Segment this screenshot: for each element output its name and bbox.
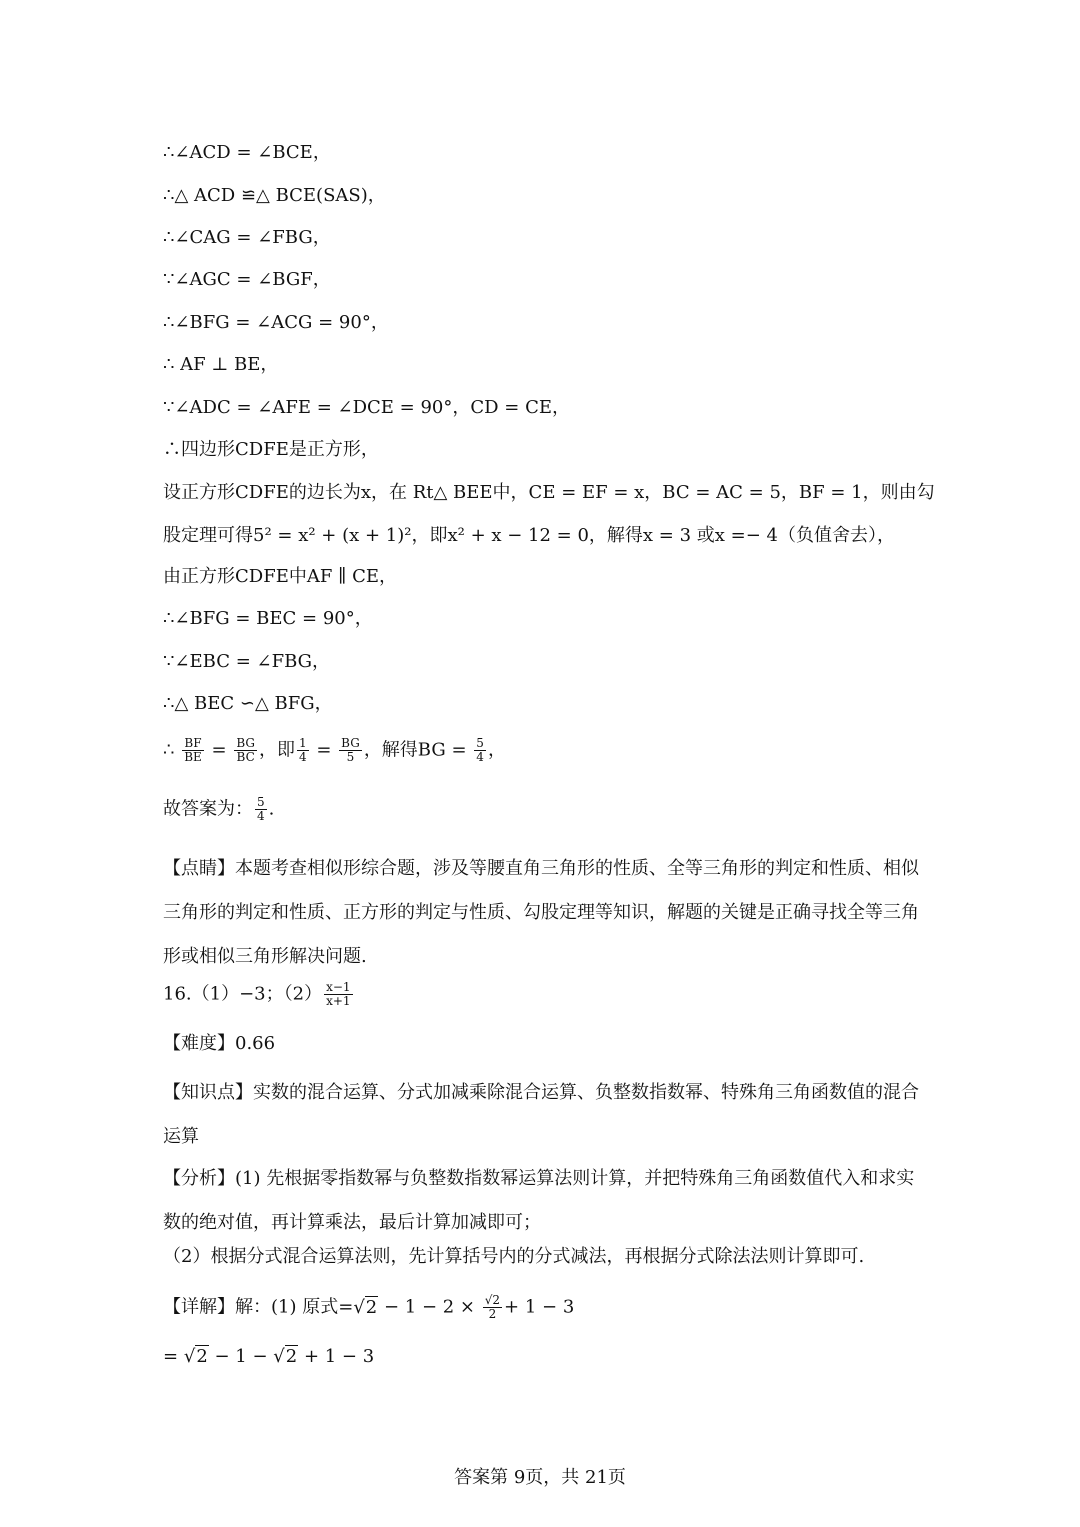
proof-line-5: ∴∠BFG = ∠ACG = 90°， (163, 312, 389, 333)
fraction-denominator: BC (236, 750, 255, 764)
proof-line-7: ∵∠ADC = ∠AFE = ∠DCE = 90°，CD = CE， (163, 397, 570, 418)
comment-paragraph: 【点睛】本题考查相似形综合题，涉及等腰直角三角形的性质、全等三角形的判定和性质、相似三角形的判定和性质、正方形的判定与性质、勾股定理等知识，解题的关键是正确寻找全等三角形或相似三角形解决问题. (163, 858, 919, 967)
fraction-one-quarter (297, 737, 309, 764)
proof-line-4: ∵∠AGC = ∠BGF， (163, 269, 331, 290)
answer-line (163, 796, 274, 823)
sqrt-symbol: √2 (353, 1296, 378, 1318)
fraction-five-quarters (474, 737, 486, 764)
expression-part: + 1 − 3 (504, 1296, 575, 1318)
solve-text: ，解得BG = (363, 739, 467, 761)
analysis-paragraph-2: （2）根据分式混合运算法则，先计算括号内的分式减法，再根据分式除法法则计算即可. (163, 1246, 865, 1267)
proof-line-9: 设正方形CDFE的边长为x，在 Rt△ BEE中，CE = EF = x，BC = AC = 5，BF = 1，则由勾 (163, 482, 935, 503)
proof-line-13: ∵∠EBC = ∠FBG， (163, 651, 331, 672)
proof-line-11: 由正方形CDFE中AF ∥ CE， (163, 566, 397, 587)
fraction-numerator: √2 (484, 1293, 501, 1307)
fraction-denominator: 4 (476, 750, 484, 764)
proof-line-2: ∴△ ACD ≌△ BCE(SAS)， (163, 185, 386, 206)
simplified-line (163, 1345, 374, 1369)
equals-sign: = (211, 739, 227, 761)
sqrt-symbol: √2 (273, 1346, 298, 1367)
proof-line-14: ∴△ BEC ∽△ BFG， (163, 693, 333, 714)
expression-part: − 1 − (208, 1346, 268, 1367)
fraction-numerator: BF (184, 736, 202, 750)
sqrt2-over-2-fraction (483, 1294, 502, 1321)
radicand: 2 (196, 1346, 208, 1367)
connector-text: ，即 (258, 739, 295, 761)
fraction-numerator: 5 (257, 795, 265, 809)
equals-sign: = (316, 739, 332, 761)
page-footer: 答案第 9页，共 21页 (454, 1467, 626, 1488)
fraction-numerator: 5 (476, 736, 484, 750)
analysis-paragraph-1: 【分析】(1) 先根据零指数幂与负整数指数幂运算法则计算，并把特殊角三角函数值代入和求实数的绝对值，再计算乘法，最后计算加减即可； (163, 1168, 915, 1233)
fraction-bg-bc (234, 737, 257, 764)
knowledge-paragraph: 【知识点】实数的混合运算、分式加减乘除混合运算、负整数指数幂、特殊角三角函数值的混合运算 (163, 1082, 919, 1147)
detail-line (163, 1294, 574, 1321)
fraction-denominator: x+1 (326, 994, 351, 1008)
radicand: 2 (492, 1293, 501, 1307)
fraction-denominator: 5 (346, 750, 355, 764)
line-end: ， (487, 739, 506, 761)
fraction-denominator: 4 (257, 809, 265, 823)
radicand: 2 (365, 1296, 378, 1318)
expression-part: − 1 − 2 × (378, 1296, 476, 1318)
answer-fraction (324, 981, 352, 1008)
question-16-answer (163, 981, 355, 1008)
fraction-bg-5 (339, 737, 362, 764)
proof-line-12: ∴∠BFG = BEC = 90°， (163, 608, 373, 629)
proof-line-3: ∴∠CAG = ∠FBG， (163, 227, 331, 248)
proof-line-6: ∴ AF ⊥ BE， (163, 354, 279, 375)
question-16-text: 16.（1）−3；（2） (163, 983, 323, 1005)
proof-line-1: ∴∠ACD = ∠BCE， (163, 142, 331, 163)
fraction-denominator: BE (184, 750, 202, 764)
equals-sign: = (163, 1346, 179, 1367)
sqrt-symbol: √2 (183, 1346, 208, 1367)
fraction-denominator: 2 (488, 1307, 497, 1321)
fraction-numerator: x−1 (326, 980, 351, 994)
fraction-bf-be (182, 737, 204, 764)
difficulty-line: 【难度】0.66 (163, 1033, 276, 1054)
answer-label: 故答案为： (163, 798, 253, 820)
answer-fraction (255, 796, 267, 823)
line-end: . (268, 798, 275, 820)
fraction-numerator: BG (341, 736, 360, 750)
proof-line-8: ∴四边形CDFE是正方形， (163, 439, 379, 460)
detail-prefix: 【详解】解：(1) 原式= (163, 1296, 354, 1318)
expression-part: + 1 − 3 (298, 1346, 375, 1367)
fraction-numerator: 1 (298, 736, 307, 750)
proof-line-10: 股定理可得5² = x² + (x + 1)²，即x² + x − 12 = 0，解得x = 3 或x =− 4（负值舍去）， (163, 525, 895, 546)
proof-line-15 (163, 737, 506, 764)
therefore-symbol: ∴ (163, 739, 175, 761)
fraction-numerator: BG (236, 736, 255, 750)
fraction-denominator: 4 (298, 750, 307, 764)
radicand: 2 (285, 1346, 298, 1367)
